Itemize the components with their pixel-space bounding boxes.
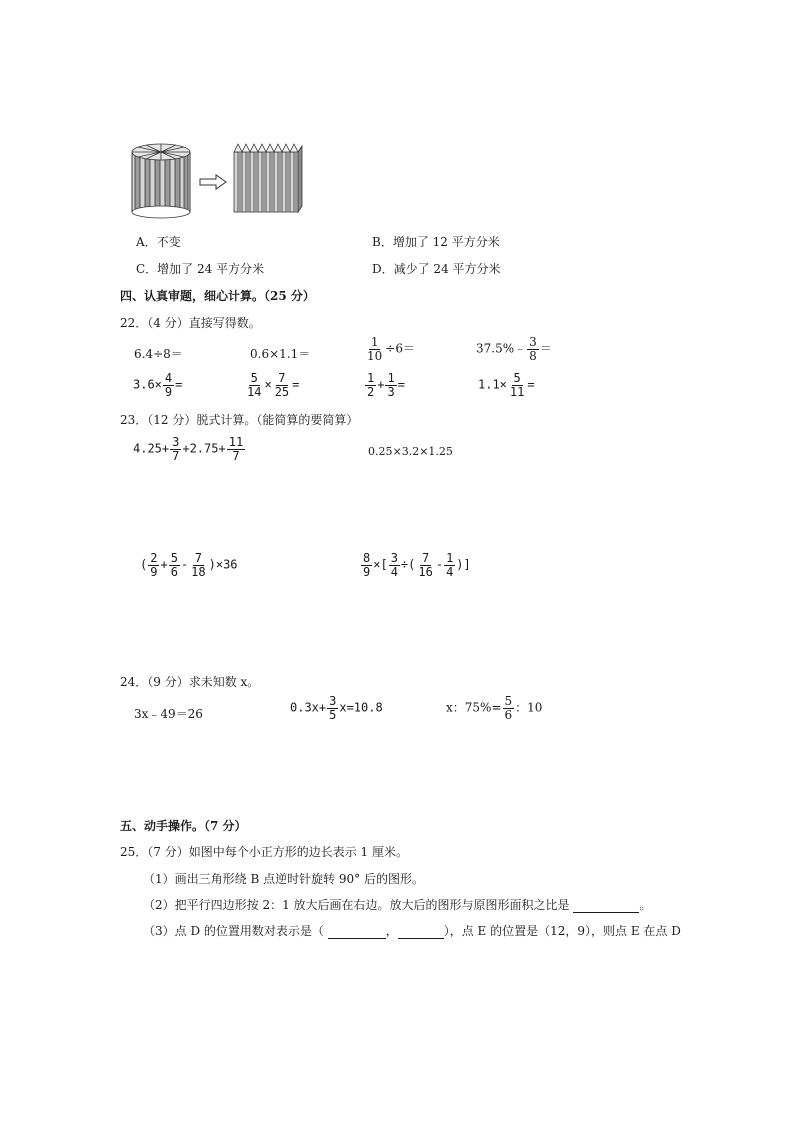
expr-tail: ＝ (539, 341, 552, 356)
expr-tail: )] (456, 557, 471, 572)
answer-blank[interactable] (398, 924, 444, 939)
expr-operator: - (180, 557, 189, 572)
fraction-numerator: 3 (329, 694, 337, 708)
fraction-numerator: 1 (446, 551, 454, 565)
expr-tail: = (292, 377, 300, 392)
expr-operator: - (435, 557, 444, 572)
q25-part-3-comma: ， (385, 924, 398, 938)
q22-expr-2: 0.6×1.1＝ (250, 347, 311, 361)
transform-arrow-icon (200, 175, 226, 189)
fraction-denominator: 16 (418, 564, 433, 579)
expr-operator: ÷( (400, 557, 416, 572)
expr-mid: ×[ (373, 557, 388, 572)
expr-tail: = (175, 377, 183, 392)
q25-part-2-text: （2）把平行四边形按 2：1 放大后画在右边。放大后的图形与原图形面积之比是 (143, 898, 570, 912)
option-d: D．减少了 24 平方分米 (372, 262, 501, 276)
q22-expr-7 (364, 372, 405, 398)
expr-tail: ÷6＝ (385, 341, 415, 356)
fraction-denominator: 8 (529, 348, 537, 363)
fraction-numerator: 1 (387, 371, 395, 385)
cylinder-shape (132, 144, 190, 218)
fraction-numerator: 1 (370, 335, 379, 349)
cylinder-to-cuboid-figure (128, 138, 308, 220)
q24-expr-3 (446, 695, 542, 721)
fraction-denominator: 6 (504, 707, 513, 722)
expr-operator: + (377, 377, 385, 392)
fraction-denominator: 9 (363, 564, 371, 579)
fraction-denominator: 4 (446, 564, 454, 579)
q24-expr-1: 3x﹣49＝26 (134, 707, 203, 721)
cylinder-to-cuboid-svg (128, 138, 308, 220)
section-4-title: 四、认真审题，细心计算。（25 分） (120, 289, 315, 303)
q23-expr-4 (360, 552, 471, 578)
fraction-denominator: 14 (247, 384, 262, 399)
fraction-numerator: 4 (164, 371, 173, 385)
q25-part-2 (143, 896, 651, 913)
expr-tail: = (397, 377, 405, 392)
expr-head: 1.1× (478, 377, 507, 392)
fraction-denominator: 3 (387, 384, 395, 399)
q25-part-3-text-a: （3）点 D 的位置用数对表示是（ (143, 924, 324, 938)
q23-expr-3 (140, 552, 238, 578)
q25-part-3-text-b: ），点 E 的位置是（12，9），则点 E 在点 D (443, 924, 681, 938)
expr-head: x：75%= (446, 700, 502, 715)
option-a: A．不变 (136, 235, 181, 249)
q25-part-1: （1）画出三角形绕 B 点逆时针旋转 90° 后的图形。 (143, 872, 424, 886)
answer-blank[interactable] (328, 924, 386, 939)
fraction-denominator: 10 (367, 348, 383, 363)
fraction-numerator: 3 (172, 435, 180, 449)
fraction-denominator: 9 (164, 384, 173, 399)
fraction-numerator: 7 (194, 551, 203, 565)
fraction-numerator: 7 (421, 551, 430, 565)
fraction-numerator: 5 (250, 371, 258, 385)
fraction-numerator: 8 (363, 551, 371, 565)
fraction-numerator: 7 (278, 371, 286, 385)
q24-expr-2 (290, 695, 383, 721)
q23-stem: 23．（12 分）脱式计算。（能简算的要简算） (120, 413, 359, 427)
fraction-denominator: 6 (170, 564, 178, 579)
expr-mid: +2.75+ (182, 441, 226, 456)
q25-part-3 (143, 922, 681, 939)
q23-expr-2: 0.25×3.2×1.25 (368, 445, 453, 458)
fraction-denominator: 2 (367, 384, 375, 399)
q22-expr-3 (364, 336, 415, 362)
fraction-numerator: 3 (529, 335, 537, 349)
fraction-numerator: 5 (170, 551, 178, 565)
fraction-denominator: 9 (150, 564, 158, 579)
q22-expr-1: 6.4÷8＝ (134, 347, 183, 361)
q22-expr-8 (478, 372, 535, 398)
q22-expr-6 (244, 372, 299, 398)
fraction-denominator: 25 (274, 384, 290, 399)
option-c: C．增加了 24 平方分米 (136, 262, 265, 276)
q25-stem: 25．（7 分）如图中每个小正方形的边长表示 1 厘米。 (120, 845, 408, 859)
q25-part-2-end: 。 (639, 898, 652, 912)
expr-tail: )×36 (208, 557, 238, 572)
fraction-denominator: 7 (172, 448, 180, 463)
expr-head: 3.6× (133, 377, 162, 392)
fraction-numerator: 2 (150, 551, 158, 565)
fraction-numerator: 1 (367, 371, 375, 385)
fraction-numerator: 3 (390, 551, 398, 565)
expr-head: 37.5%﹣ (476, 341, 527, 356)
expr-operator: + (160, 557, 168, 572)
cuboid-shape (234, 144, 302, 212)
q23-expr-1 (133, 436, 246, 462)
q22-stem: 22．（4 分）直接写得数。 (120, 316, 261, 330)
fraction-denominator: 18 (191, 564, 206, 579)
fraction-numerator: 5 (504, 694, 513, 708)
fraction-numerator: 5 (513, 371, 521, 385)
q24-stem: 24．（9 分）求未知数 x。 (120, 675, 260, 689)
fraction-denominator: 4 (390, 564, 398, 579)
expr-tail: = (527, 377, 535, 392)
expr-operator: × (264, 377, 272, 392)
q22-expr-4 (476, 336, 552, 362)
expr-head: 0.3x+ (290, 700, 327, 715)
expr-head: 4.25+ (133, 441, 170, 456)
fraction-denominator: 5 (329, 707, 337, 722)
fraction-denominator: 7 (232, 448, 240, 463)
fraction-numerator: 11 (228, 435, 244, 449)
answer-blank[interactable] (573, 898, 639, 913)
section-5-title: 五、动手操作。（7 分） (120, 819, 247, 833)
option-b: B．增加了 12 平方分米 (372, 235, 500, 249)
expr-head: ( (140, 557, 148, 572)
expr-tail: ：10 (515, 700, 543, 715)
fraction-denominator: 11 (509, 384, 525, 399)
expr-tail: x=10.8 (339, 700, 383, 715)
q22-expr-5 (133, 372, 182, 398)
